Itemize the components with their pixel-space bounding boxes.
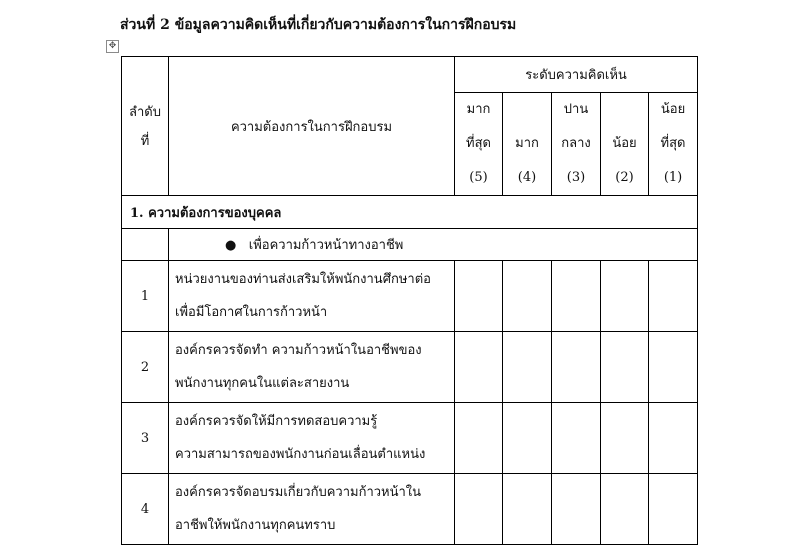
rating-cell-4[interactable]	[503, 332, 552, 403]
rating-cell-3[interactable]	[552, 332, 601, 403]
level-3-score: (3)	[566, 170, 586, 185]
level-3-line2: กลาง	[561, 136, 591, 151]
rating-cell-1[interactable]	[649, 474, 698, 545]
level-2-score: (2)	[615, 170, 634, 185]
level-4-line2: มาก	[515, 136, 539, 151]
bullet-item	[169, 229, 698, 261]
row-text-line2: อาชีพให้พนักงานทุกคนทราบ	[175, 518, 336, 533]
row-number: 2	[122, 332, 169, 403]
row-text	[169, 261, 455, 332]
bullet-number-cell	[122, 229, 169, 261]
header-level-3	[552, 93, 601, 196]
rating-cell-1[interactable]	[649, 261, 698, 332]
row-text-line1: องค์กรควรจัดให้มีการทดสอบความรู้	[175, 414, 378, 429]
rating-cell-3[interactable]	[552, 403, 601, 474]
header-level-group: ระดับความคิดเห็น	[455, 57, 698, 93]
header-level-5	[455, 93, 503, 196]
section-title: 1. ความต้องการของบุคคล	[122, 196, 698, 229]
level-4-score: (4)	[517, 170, 537, 185]
row-text	[169, 403, 455, 474]
rating-cell-4[interactable]	[503, 474, 552, 545]
rating-cell-4[interactable]	[503, 261, 552, 332]
rating-cell-2[interactable]	[601, 332, 649, 403]
row-text	[169, 332, 455, 403]
header-level-4	[503, 93, 552, 196]
bullet-icon: ●	[225, 238, 249, 253]
level-5-line2: ที่สุด	[466, 136, 491, 151]
bullet-text: เพื่อความก้าวหน้าทางอาชีพ	[248, 238, 404, 253]
row-text-line1: องค์กรควรจัดอบรมเกี่ยวกับความก้าวหน้าใน	[175, 485, 422, 500]
level-1-line2: ที่สุด	[660, 136, 686, 151]
table-move-handle-icon[interactable]: ✥	[106, 40, 119, 53]
level-5-line1: มาก	[466, 102, 491, 117]
rating-cell-3[interactable]	[552, 474, 601, 545]
rating-cell-2[interactable]	[601, 261, 649, 332]
table-row	[122, 474, 698, 545]
level-5-score: (5)	[469, 170, 488, 185]
level-2-line1	[601, 93, 648, 127]
row-number: 3	[122, 403, 169, 474]
level-3-line1: ปาน	[563, 102, 589, 117]
rating-cell-4[interactable]	[503, 403, 552, 474]
rating-cell-1[interactable]	[649, 403, 698, 474]
row-number: 1	[122, 261, 169, 332]
row-text-line2: ความสามารถของพนักงานก่อนเลื่อนตำแหน่ง	[175, 447, 426, 462]
row-text-line2: พนักงานทุกคนในแต่ละสายงาน	[175, 376, 350, 391]
row-text-line1: หน่วยงานของท่านส่งเสริมให้พนักงานศึกษาต่อ	[175, 272, 431, 287]
header-number	[122, 57, 169, 196]
rating-cell-2[interactable]	[601, 403, 649, 474]
header-item: ความต้องการในการฝึกอบรม	[169, 57, 455, 196]
row-text	[169, 474, 455, 545]
rating-cell-5[interactable]	[455, 403, 503, 474]
rating-cell-2[interactable]	[601, 474, 649, 545]
table-row	[122, 403, 698, 474]
header-number-line1: ลำดับ	[129, 105, 161, 120]
header-level-1	[649, 93, 698, 196]
level-4-line1	[503, 93, 551, 127]
row-number: 4	[122, 474, 169, 545]
section-heading: ส่วนที่ 2 ข้อมูลความคิดเห็นที่เกี่ยวกับความต้องการในการฝึกอบรม	[120, 17, 517, 33]
level-2-line2: น้อย	[612, 136, 637, 151]
rating-cell-5[interactable]	[455, 474, 503, 545]
header-level-2	[601, 93, 649, 196]
table-row	[122, 332, 698, 403]
rating-cell-5[interactable]	[455, 261, 503, 332]
level-1-line1: น้อย	[660, 102, 686, 117]
row-text-line2: เพื่อมีโอกาศในการก้าวหน้า	[175, 305, 328, 320]
level-1-score: (1)	[663, 170, 683, 185]
header-number-line2: ที่	[140, 134, 150, 149]
rating-cell-5[interactable]	[455, 332, 503, 403]
survey-table	[121, 56, 698, 545]
rating-cell-3[interactable]	[552, 261, 601, 332]
table-row	[122, 261, 698, 332]
row-text-line1: องค์กรควรจัดทำ ความก้าวหน้าในอาชีพของ	[175, 343, 422, 358]
rating-cell-1[interactable]	[649, 332, 698, 403]
